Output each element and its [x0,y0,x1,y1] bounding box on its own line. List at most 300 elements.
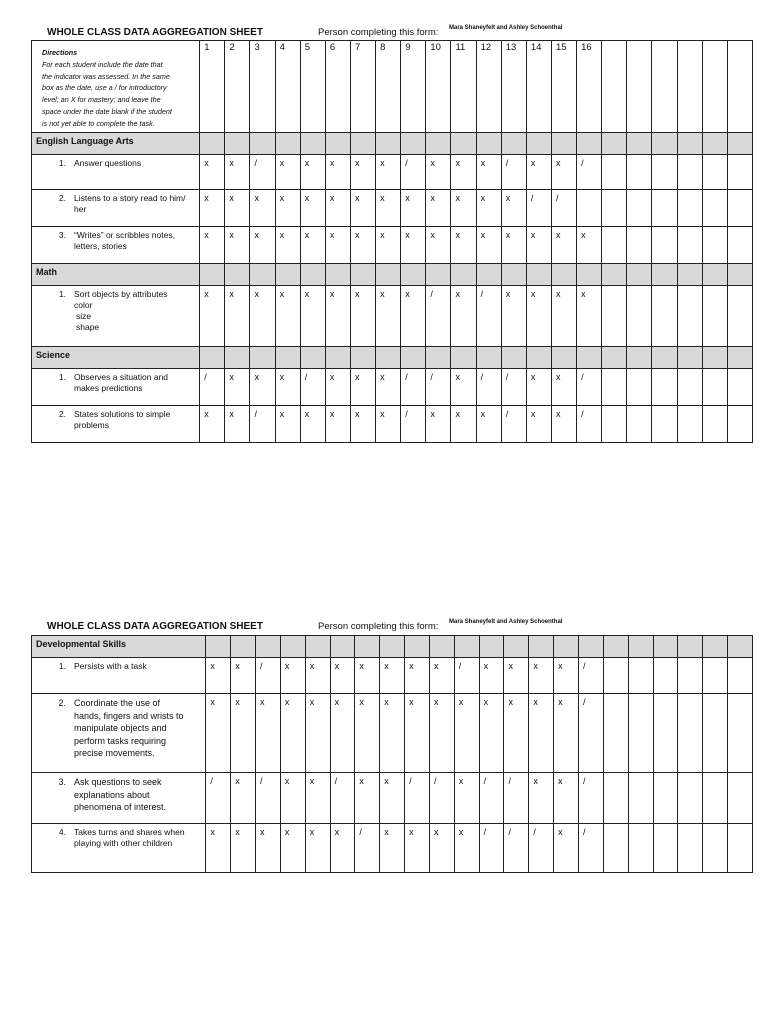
section-cell [602,347,627,369]
indicator-line: Takes turns and shares when [74,827,185,837]
indicator-line: color [74,300,93,310]
mark-cell: / [476,369,501,406]
mark-cell [577,190,602,227]
section-row [32,636,753,658]
section-cell [577,347,602,369]
indicator-number: 1. [58,661,66,671]
indicator-line: precise movements. [74,748,155,758]
mark-cell [677,190,702,227]
mark-cell [652,190,677,227]
indicator-row [32,286,753,347]
section-cell [256,636,281,658]
section-cell [200,264,225,286]
section-cell [652,133,677,155]
student-column-11: 11 [451,41,476,133]
mark-cell: x [350,286,375,347]
section-cell [526,264,551,286]
indicator-line: manipulate objects and [74,723,167,733]
section-title: English Language Arts [32,133,200,155]
section-cell [551,133,576,155]
mark-cell [702,155,727,190]
mark-cell: x [551,155,576,190]
mark-cell: x [300,286,325,347]
header-row [32,41,753,133]
section-cell [426,347,451,369]
section-cell [250,347,275,369]
indicator-line: perform tasks requiring [74,735,167,746]
student-column-20 [677,41,702,133]
mark-cell [678,824,703,873]
mark-cell: / [454,658,479,694]
indicator-number: 1. [58,372,66,382]
mark-cell: x [526,227,551,264]
mark-cell: x [451,155,476,190]
student-column-10: 10 [426,41,451,133]
mark-cell [603,658,628,694]
mark-cell: x [380,694,405,773]
mark-cell: x [526,369,551,406]
mark-cell: x [454,824,479,873]
sheet1-table [31,40,753,443]
mark-cell: / [579,694,604,773]
section-cell [501,264,526,286]
section-cell [602,133,627,155]
mark-cell [727,286,752,347]
section-cell [603,636,628,658]
mark-cell: / [206,773,231,824]
mark-cell [652,155,677,190]
mark-cell: x [454,773,479,824]
mark-cell: x [529,773,554,824]
mark-cell [652,286,677,347]
mark-cell: / [526,190,551,227]
sheet2-table [31,635,753,873]
mark-cell: x [231,773,256,824]
student-column-12: 12 [476,41,501,133]
section-cell [627,347,652,369]
mark-cell: x [429,824,454,873]
section-cell [728,636,753,658]
section-cell [727,264,752,286]
section-cell [376,347,401,369]
mark-cell: x [577,286,602,347]
sheet1-table-wrap [31,40,753,443]
mark-cell: x [451,227,476,264]
mark-cell: x [429,658,454,694]
section-row [32,347,753,369]
section-cell [200,133,225,155]
section-cell [225,264,250,286]
mark-cell [602,406,627,443]
section-cell [551,347,576,369]
student-column-1: 1 [200,41,225,133]
indicator-row [32,824,753,873]
section-cell [501,347,526,369]
mark-cell: x [405,658,430,694]
section-cell [476,264,501,286]
mark-cell: / [256,658,281,694]
section-cell [401,133,426,155]
mark-cell: / [476,286,501,347]
section-cell [225,133,250,155]
mark-cell [602,155,627,190]
section-cell [405,636,430,658]
mark-cell: x [554,658,579,694]
indicator-line: phenomena of interest. [74,802,167,812]
section-title: Developmental Skills [32,636,206,658]
section-cell [476,347,501,369]
section-cell [551,264,576,286]
indicator-label [32,694,206,773]
mark-cell: x [231,658,256,694]
mark-cell: / [577,155,602,190]
mark-cell: x [200,155,225,190]
mark-cell [678,773,703,824]
mark-cell: x [256,694,281,773]
directions [32,41,199,132]
section-cell [250,133,275,155]
mark-cell [678,658,703,694]
mark-cell: x [275,369,300,406]
mark-cell [703,773,728,824]
indicator-line: size [76,311,92,321]
mark-cell [702,227,727,264]
directions-line: level; an X for mastery; and leave the [42,95,161,105]
mark-cell [728,773,753,824]
mark-cell: x [551,286,576,347]
mark-cell: x [225,406,250,443]
mark-cell: x [325,406,350,443]
student-column-6: 6 [325,41,350,133]
mark-cell: x [501,227,526,264]
indicator-number: 4. [58,827,66,837]
mark-cell: / [429,773,454,824]
indicator [32,406,199,431]
mark-cell: / [426,286,451,347]
mark-cell: / [401,369,426,406]
section-cell [677,347,702,369]
mark-cell: x [350,227,375,264]
indicator-line: Persists with a task [74,661,147,671]
indicator-line: Listens to a story read to him/ [74,193,186,203]
mark-cell: / [551,190,576,227]
mark-cell: / [579,824,604,873]
mark-cell [603,824,628,873]
mark-cell: x [401,227,426,264]
indicator-label [32,406,200,443]
indicator-line: “Writes” or scribbles notes, [74,230,175,240]
section-cell [325,264,350,286]
mark-cell: x [476,406,501,443]
mark-cell: x [376,286,401,347]
section-cell [476,133,501,155]
section-cell [280,636,305,658]
mark-cell: x [200,190,225,227]
section-cell [727,133,752,155]
mark-cell: x [526,406,551,443]
mark-cell [627,406,652,443]
indicator-label [32,286,200,347]
section-cell [300,347,325,369]
indicator-line: Answer questions [74,158,142,168]
mark-cell: x [429,694,454,773]
mark-cell: x [526,155,551,190]
mark-cell: x [280,658,305,694]
student-column-5: 5 [300,41,325,133]
directions-line: the indicator was assessed. In the same [42,71,170,81]
section-cell [702,264,727,286]
mark-cell: x [529,658,554,694]
mark-cell [602,369,627,406]
mark-cell [703,824,728,873]
indicator-text [74,372,195,394]
mark-cell: x [577,227,602,264]
sheet2-person-name: Mara Shaneyfelt and Ashley Schoenthal [449,619,563,625]
mark-cell: x [376,155,401,190]
mark-cell: x [405,694,430,773]
indicator-number: 2. [58,409,66,419]
mark-cell: / [256,773,281,824]
mark-cell: / [200,369,225,406]
mark-cell [702,286,727,347]
mark-cell: x [476,227,501,264]
mark-cell: x [200,227,225,264]
indicator [32,286,199,333]
mark-cell: x [275,227,300,264]
section-cell [275,133,300,155]
mark-cell: x [330,824,355,873]
mark-cell [628,658,653,694]
mark-cell: / [250,406,275,443]
mark-cell: x [401,286,426,347]
student-column-19 [652,41,677,133]
student-column-14: 14 [526,41,551,133]
mark-cell: x [405,824,430,873]
indicator-row [32,773,753,824]
indicator-line: hands, fingers and wrists to [74,710,184,721]
indicator [32,773,205,814]
mark-cell: x [501,286,526,347]
mark-cell: x [376,369,401,406]
indicator-text [74,697,201,760]
section-cell [325,347,350,369]
section-cell [501,133,526,155]
indicator-text [74,661,201,672]
indicator-number: 3. [58,230,66,240]
mark-cell: x [451,286,476,347]
mark-cell [677,369,702,406]
mark-cell: x [275,155,300,190]
student-column-2: 2 [225,41,250,133]
indicator [32,227,199,252]
section-cell [526,347,551,369]
section-cell [200,347,225,369]
mark-cell: x [479,658,504,694]
indicator-text [74,230,195,252]
mark-cell [627,369,652,406]
indicator-row [32,190,753,227]
section-cell [652,347,677,369]
mark-cell: / [579,658,604,694]
indicator-line: Coordinate the use of [74,698,161,708]
mark-cell: x [401,190,426,227]
indicator [32,824,205,849]
mark-cell: x [479,694,504,773]
mark-cell: x [451,406,476,443]
mark-cell: x [225,227,250,264]
section-cell [652,264,677,286]
mark-cell: x [280,694,305,773]
section-title: Science [32,347,200,369]
mark-cell: x [504,694,529,773]
indicator-line: letters, stories [74,241,127,251]
mark-cell: / [577,406,602,443]
mark-cell [727,369,752,406]
section-cell [602,264,627,286]
mark-cell: x [250,369,275,406]
indicator-line: makes predictions [74,383,143,393]
section-cell [305,636,330,658]
sheet1-person-label: Person completing this form: [318,27,439,38]
student-column-16: 16 [577,41,602,133]
mark-cell: / [300,369,325,406]
section-cell [401,264,426,286]
mark-cell: x [225,286,250,347]
indicator-row [32,227,753,264]
student-column-21 [702,41,727,133]
mark-cell: x [300,190,325,227]
student-column-4: 4 [275,41,300,133]
mark-cell [728,694,753,773]
mark-cell: x [305,773,330,824]
student-column-18 [627,41,652,133]
indicator-line: problems [74,420,109,430]
indicator-line: Ask questions to seek [74,777,162,787]
mark-cell: x [206,658,231,694]
mark-cell: x [200,286,225,347]
indicator-row [32,155,753,190]
mark-cell [653,824,678,873]
mark-cell: / [401,406,426,443]
mark-cell: x [250,286,275,347]
indicator [32,155,199,169]
sheet1-title: WHOLE CLASS DATA AGGREGATION SHEET [47,27,263,38]
mark-cell: / [501,369,526,406]
indicator-text [74,827,201,849]
indicator-line: Observes a situation and [74,372,169,382]
mark-cell [653,658,678,694]
mark-cell [652,227,677,264]
mark-cell: x [476,190,501,227]
section-cell [429,636,454,658]
indicator-label [32,227,200,264]
section-cell [426,264,451,286]
section-cell [451,133,476,155]
sheet2-table-wrap [31,635,753,873]
student-column-17 [602,41,627,133]
mark-cell: x [250,227,275,264]
mark-cell: / [577,369,602,406]
mark-cell: x [451,190,476,227]
mark-cell: x [300,155,325,190]
section-title: Math [32,264,200,286]
sheet2-title: WHOLE CLASS DATA AGGREGATION SHEET [47,621,263,632]
indicator-text [74,289,195,333]
section-cell [451,264,476,286]
mark-cell: x [451,369,476,406]
directions-cell [32,41,200,133]
indicator [32,190,199,215]
section-cell [628,636,653,658]
mark-cell: x [305,694,330,773]
section-cell [355,636,380,658]
section-cell [678,636,703,658]
indicator [32,694,205,760]
mark-cell [727,155,752,190]
student-column-15: 15 [551,41,576,133]
mark-cell: / [355,824,380,873]
mark-cell: x [300,406,325,443]
section-cell [376,264,401,286]
indicator-row [32,658,753,694]
section-cell [426,133,451,155]
mark-cell: x [325,190,350,227]
directions-line: For each student include the date that [42,59,163,69]
indicator-line: playing with other children [74,838,173,848]
mark-cell: x [280,824,305,873]
mark-cell: x [350,406,375,443]
mark-cell [677,406,702,443]
mark-cell: x [225,369,250,406]
mark-cell: x [380,773,405,824]
mark-cell: / [405,773,430,824]
directions-heading: Directions [42,48,78,57]
section-cell [504,636,529,658]
mark-cell: x [325,286,350,347]
mark-cell: / [479,824,504,873]
section-cell [250,264,275,286]
indicator-number: 1. [58,158,66,168]
section-cell [380,636,405,658]
indicator-number: 3. [58,777,66,787]
indicator-line: shape [76,322,100,332]
student-column-13: 13 [501,41,526,133]
mark-cell: x [551,406,576,443]
section-cell [577,264,602,286]
section-cell [703,636,728,658]
mark-cell: x [206,694,231,773]
section-cell [479,636,504,658]
section-cell [727,347,752,369]
mark-cell [703,658,728,694]
indicator [32,658,205,672]
mark-cell [678,694,703,773]
section-cell [350,347,375,369]
section-cell [225,347,250,369]
section-cell [677,133,702,155]
mark-cell: / [330,773,355,824]
student-column-7: 7 [350,41,375,133]
indicator-row [32,369,753,406]
mark-cell: x [529,694,554,773]
mark-cell [652,369,677,406]
mark-cell [627,227,652,264]
mark-cell: x [350,155,375,190]
mark-cell: x [554,773,579,824]
section-cell [330,636,355,658]
section-cell [325,133,350,155]
section-cell [350,264,375,286]
